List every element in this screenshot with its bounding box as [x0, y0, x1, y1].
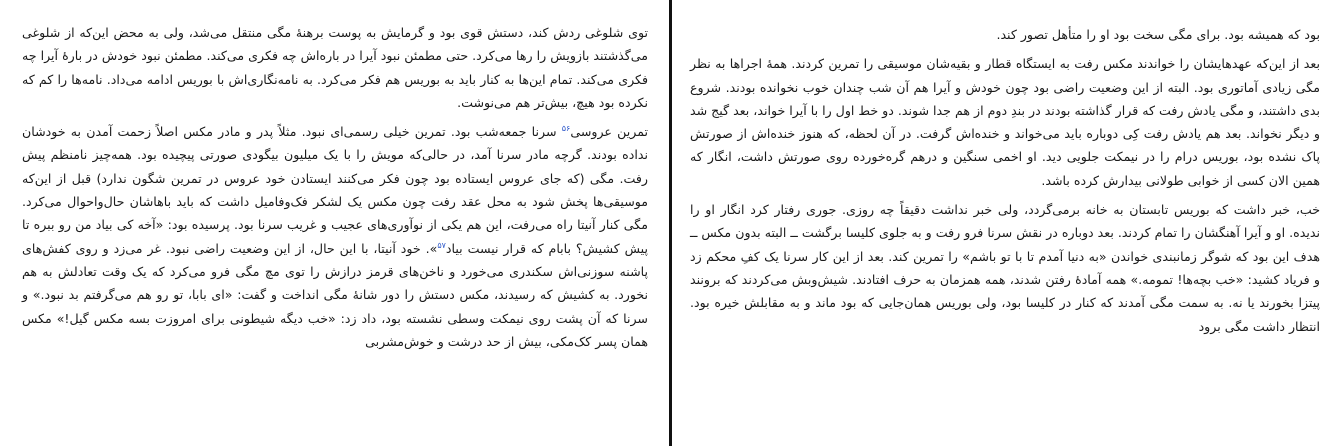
footnote-ref-link[interactable]: ۵۷: [437, 240, 446, 250]
right-page: [672, 0, 1339, 446]
paragraph-text: توی شلوغی ردش کند، دستش قوی بود و گرمایش به پوست برهنهٔ مگی منتقل می‌شد، ولی به محض این‌که از شلوغی می‌گذشتند بازویش را رها می‌کرد. حتی مطمئن نبود آیرا در باره‌اش چه فکری می‌کند. مطمئن نبود خودش در بارهٔ آیرا چه فکری می‌کند. تمام این‌ها به کنار باید به بوریس هم فکر می‌کرد. به نامه‌نگاری‌اش با بوریس ادامه می‌داد. نامه‌ها را کم که نکرده بود هیچ، بیش‌تر هم می‌نوشت.: [22, 25, 648, 110]
paragraph: [22, 120, 648, 353]
paragraph: [690, 198, 1320, 338]
paragraph-text: تمرین عروسی: [570, 124, 648, 140]
paragraph: [690, 52, 1320, 192]
paragraph: [690, 23, 1320, 46]
paragraph-text: خب، خبر داشت که بوریس تابستان به خانه برمی‌گردد، ولی خبر نداشت دقیقاً چه روزی. جوری رفتار کرد انگار او را ندیده. او و آیرا آهنگشان را تمام کردند. بعد دوباره در نقش سرنا فرو رفت و به جلوی کلیسا برگشت ــ البته بدون مکس ــ هدف این بود که شوگر زمانبندی خواندن «به دنیا آمدم تا با تو باشم» را تمرین کند. بعد از این کار سرنا یک کفِ محکم زد و فریاد کشید: «خب بچه‌ها! تمومه.» همه آمادهٔ رفتن شدند، همه همزمان به حرف افتادند. شیش‌وبش می‌کردند که برونند پیتزا بخورند یا نه. به سمت مگی آمدند که کنار در کلیسا بود، ولی بوریس همان‌جایی که بود ماند و به مقابلش خیره بود. انتظار داشت مگی برود: [690, 202, 1320, 334]
paragraph: [22, 21, 648, 114]
paragraph-text: سرنا جمعه‌شب بود. تمرین خیلی رسمی‌ای نبود. مثلاً پدر و مادر مکس اصلاً زحمت آمدن به خودشان نداده بودند. گرچه مادر سرنا آمد، در حالی‌که مویش را با یک میلیون بیگودی صورتی پیچیده بود. همه‌چیز نامنظم پیش رفت. مگی (که جای عروس ایستاده بود چون فکر می‌کنند ایستادن خود عروس در تمرین شگون ندارد) قبل از این‌که موسیقی‌ها پخش شود به محل عقد رفت چون مکس یک لشکر فک‌وفامیل داشت که باید باهاشان حال‌واحوال می‌کرد. مگی کنار آنیتا راه می‌رفت، این هم یکی از نوآوری‌های عجیب و غریب سرنا بود. پرسیده بود: «آخه کی بیاد من رو ببره تا پیش کشیش؟ بابام که قرار نیست بیاد: [22, 124, 648, 256]
paragraph-text: بود که همیشه بود. برای مگی سخت بود او را متأهل تصور کند.: [996, 27, 1320, 42]
paragraph-text: ». خود آنیتا، با این حال، از این وضعیت راضی نبود. غر می‌زد و روی کفش‌های پاشنه سوزنی‌اش سکندری می‌خورد و ناخن‌های قرمز درازش را توی مچ مگی فرو می‌کرد که یک وقت تعادلش به هم نخورد. به کشیش که رسیدند، مکس دستش را دور شانهٔ مگی انداخت و گفت: «ای بابا، تو رو هم می‌گرفتم بد نبود.» و سرنا که آن پشت روی نیمکت وسطی نشسته بود، داد زد: «خب دیگه شیطونی برای امروزت بسه مکس گیل!» مکس همان پسر کک‌مکی، بیش از حد درشت و خوش‌مشربی: [22, 240, 648, 349]
footnote-ref-link[interactable]: ۵۶: [561, 124, 571, 133]
paragraph-text: بعد از این‌که عهدهایشان را خواندند مکس رفت به ایستگاه قطار و بقیه‌شان موسیقی را تمرین کردند. همهٔ اجراها به نظر مگی زیادی آماتوری بود. البته از این وضعیت راضی بود چون خودش و آیرا هم آن شب چندان خوب نخوانده بودند. شروع بدی داشتند، و مگی یادش رفت که قرار گذاشته بودند در بندِ دوم از هم جدا شوند. دو خط اول را با آیرا خواند، بعد گیج شد و دیگر نخواند. بعد هم یادش رفت کِی دوباره باید می‌خواند و خنده‌اش گرفت. در آن لحظه، که هنوز خنده‌اش از صورتش پاک نشده بود، بوریس درام را در نیمکت جلویی دید. او اخمی سنگین و درهم گره‌خورده روی صورتش داشت، انگار که همین الان کسی از خوابی طولانی بیدارش کرده باشد.: [690, 56, 1320, 188]
left-page: [0, 0, 669, 446]
